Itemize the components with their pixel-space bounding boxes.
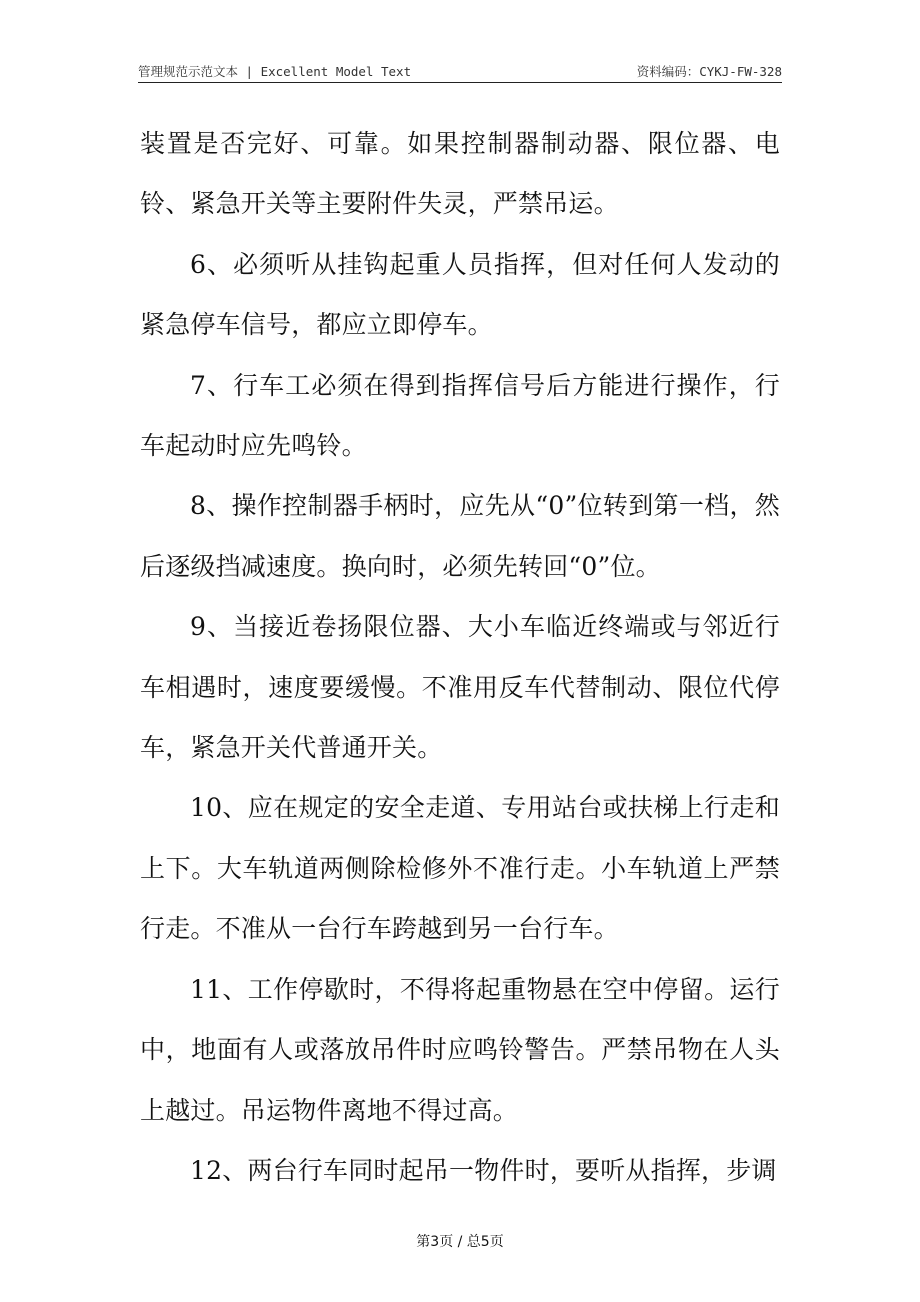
paragraph-item-11: 11、工作停歇时，不得将起重物悬在空中停留。运行中，地面有人或落放吊件时应鸣铃警告。严禁吊物在人头上越过。吊运物件离地不得过高。 [140, 974, 780, 1125]
paragraph-item-8: 8、操作控制器手柄时，应先从“0”位转到第一档，然后逐级挡减速度。换向时，必须先转回“0”位。 [140, 491, 780, 581]
paragraph-item-7: 7、行车工必须在得到指挥信号后方能进行操作，行车起动时应先鸣铃。 [140, 370, 780, 461]
header-doc-title: 管理规范示范文本 | Excellent Model Text [138, 64, 412, 79]
page-footer [0, 1231, 920, 1251]
header-divider [138, 82, 782, 83]
paragraph-item-12: 12、两台行车同时起吊一物件时，要听从指挥，步调 [190, 1155, 777, 1185]
paragraph-continued: 装置是否完好、可靠。如果控制器制动器、限位器、电铃、紧急开关等主要附件失灵，严禁吊运。 [140, 129, 780, 219]
page-header [138, 62, 782, 82]
document-body [140, 114, 780, 1201]
paragraph-item-9: 9、当接近卷扬限位器、大小车临近终端或与邻近行车相遇时，速度要缓慢。不准用反车代替制动、限位代停车，紧急开关代普通开关。 [140, 612, 780, 763]
paragraph-item-10: 10、应在规定的安全走道、专用站台或扶梯上行走和上下。大车轨道两侧除检修外不准行走。小车轨道上严禁行走。不准从一台行车跨越到另一台行车。 [140, 793, 780, 944]
page-number: 第3页 / 总5页 [416, 1234, 504, 1250]
header-doc-code: 资料编码：CYKJ-FW-328 [636, 64, 782, 79]
paragraph-item-6: 6、必须听从挂钩起重人员指挥，但对任何人发动的紧急停车信号，都应立即停车。 [140, 249, 780, 340]
